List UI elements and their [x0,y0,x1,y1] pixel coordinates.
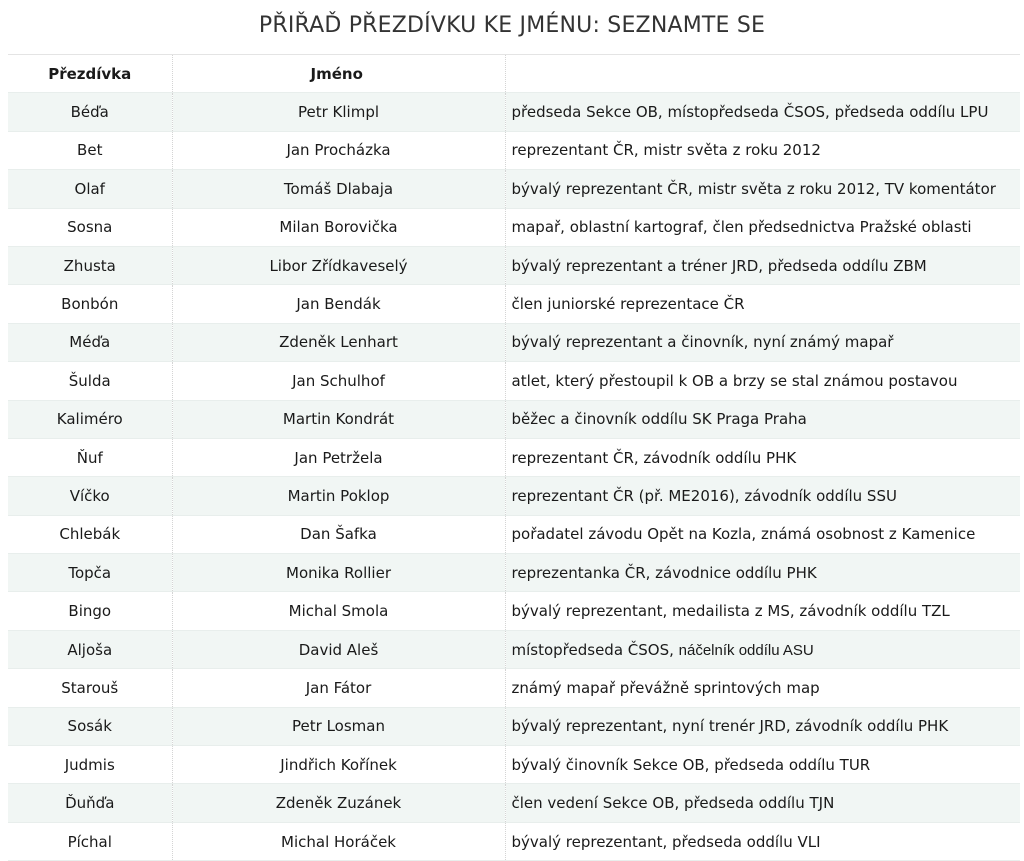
name-cell: Jan Bendák [172,285,505,323]
name-cell: David Aleš [172,630,505,668]
description-cell [505,285,1020,323]
description-cell [505,208,1020,246]
description-text: bývalý činovník Sekce OB, předseda oddílu TUR [511,755,871,774]
description-cell [505,707,1020,745]
description-cell [505,554,1020,592]
table-row [8,630,1020,668]
description-text: bývalý reprezentant, předseda oddílu VLI [511,832,821,851]
nickname-cell: Béďa [8,93,172,131]
table-row [8,170,1020,208]
description-text: atlet, který přestoupil k OB a brzy se stal známou postavou [511,371,958,390]
table-row [8,362,1020,400]
table-body [8,93,1020,861]
name-cell: Libor Zřídkaveselý [172,246,505,284]
table-row [8,554,1020,592]
nickname-cell: Sosna [8,208,172,246]
table-row [8,592,1020,630]
table-row [8,246,1020,284]
nickname-cell: Topča [8,554,172,592]
nickname-cell: Víčko [8,477,172,515]
description-cell [505,323,1020,361]
table-row [8,515,1020,553]
nickname-cell: Aljoša [8,630,172,668]
table-row [8,400,1020,438]
nickname-cell: Ďuňďa [8,784,172,822]
description-cell [505,515,1020,553]
nickname-cell: Píchal [8,822,172,860]
table-header-row [8,55,1020,93]
name-cell: Dan Šafka [172,515,505,553]
table-row [8,784,1020,822]
description-cell [505,746,1020,784]
name-cell: Martin Poklop [172,477,505,515]
name-cell: Jan Schulhof [172,362,505,400]
nickname-cell: Starouš [8,669,172,707]
description-cell [505,630,1020,668]
description-cell [505,400,1020,438]
description-text: reprezentanka ČR, závodnice oddílu PHK [511,563,817,582]
description-text: místopředseda ČSOS, [511,640,679,659]
nickname-cell: Olaf [8,170,172,208]
table-row [8,438,1020,476]
name-cell: Jan Petržela [172,438,505,476]
nickname-cell: Bingo [8,592,172,630]
name-cell: Zdeněk Lenhart [172,323,505,361]
description-text: bývalý reprezentant a činovník, nyní známý mapař [511,333,894,352]
description-text: předseda Sekce OB, místopředseda ČSOS, předseda oddílu LPU [511,103,989,122]
description-cell [505,784,1020,822]
nickname-cell: Kaliméro [8,400,172,438]
description-cell [505,131,1020,169]
name-cell: Jan Procházka [172,131,505,169]
description-text: mapař, oblastní kartograf, člen předsednictva Pražské oblasti [511,218,972,237]
description-cell [505,93,1020,131]
nickname-cell: Bonbón [8,285,172,323]
table-row [8,707,1020,745]
description-cell [505,669,1020,707]
name-cell: Jan Fátor [172,669,505,707]
description-text: reprezentant ČR (př. ME2016), závodník oddílu SSU [511,486,897,505]
description-cell [505,477,1020,515]
nickname-cell: Chlebák [8,515,172,553]
name-cell: Martin Kondrát [172,400,505,438]
table-row [8,285,1020,323]
nickname-cell: Šulda [8,362,172,400]
table-row [8,93,1020,131]
description-text: pořadatel závodu Opět na Kozla, známá osobnost z Kamenice [511,525,976,544]
description-cell [505,822,1020,860]
nickname-cell: Judmis [8,746,172,784]
description-cell [505,170,1020,208]
name-cell: Monika Rollier [172,554,505,592]
name-cell: Milan Borovička [172,208,505,246]
description-text: bývalý reprezentant, nyní trenér JRD, závodník oddílu PHK [511,717,949,736]
description-extra-text: náčelník oddílu ASU [678,641,814,659]
nickname-cell: Sosák [8,707,172,745]
description-cell [505,246,1020,284]
description-text: reprezentant ČR, mistr světa z roku 2012 [511,141,821,160]
description-text: reprezentant ČR, závodník oddílu PHK [511,448,797,467]
description-text: známý mapař převážně sprintových map [511,678,820,697]
table-row [8,669,1020,707]
name-cell: Zdeněk Zuzánek [172,784,505,822]
table-row [8,822,1020,860]
page-title: PŘIŘAĎ PŘEZDÍVKU KE JMÉNU: SEZNAMTE SE [258,13,766,38]
description-text: bývalý reprezentant a tréner JRD, předseda oddílu ZBM [511,256,927,275]
nickname-cell: Méďa [8,323,172,361]
description-text: člen juniorské reprezentace ČR [511,295,745,314]
header-name: Jméno [172,55,505,93]
table-row [8,208,1020,246]
nickname-table [8,54,1020,861]
description-text: běžec a činovník oddílu SK Praga Praha [511,410,807,429]
nickname-cell: Ňuf [8,438,172,476]
description-cell [505,362,1020,400]
table-row [8,131,1020,169]
header-nickname: Přezdívka [8,55,172,93]
name-cell: Michal Horáček [172,822,505,860]
nickname-cell: Zhusta [8,246,172,284]
header-description [505,55,1020,93]
name-cell: Michal Smola [172,592,505,630]
description-text: člen vedení Sekce OB, předseda oddílu TJN [511,794,835,813]
table-row [8,746,1020,784]
description-text: bývalý reprezentant, medailista z MS, závodník oddílu TZL [511,602,950,621]
name-cell: Jindřich Kořínek [172,746,505,784]
name-cell: Petr Klimpl [172,93,505,131]
name-cell: Petr Losman [172,707,505,745]
table-row [8,323,1020,361]
name-cell: Tomáš Dlabaja [172,170,505,208]
nickname-cell: Bet [8,131,172,169]
description-cell [505,438,1020,476]
description-cell [505,592,1020,630]
description-text: bývalý reprezentant ČR, mistr světa z roku 2012, TV komentátor [511,179,996,198]
table-row [8,477,1020,515]
